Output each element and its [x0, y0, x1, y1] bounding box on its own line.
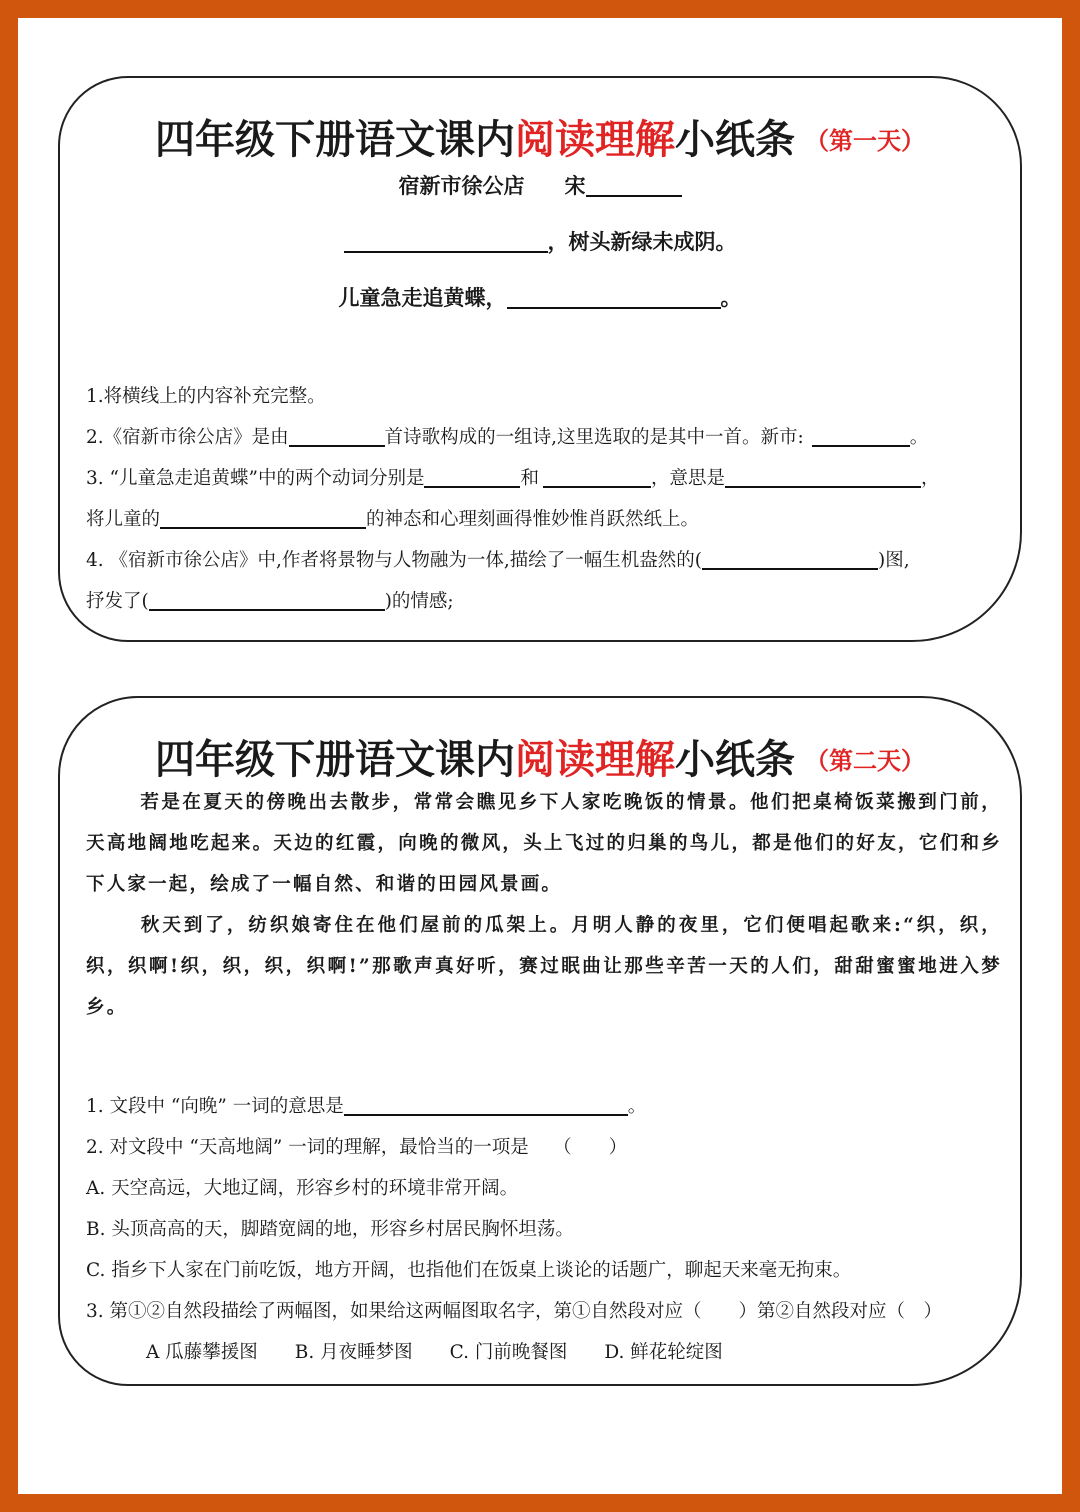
option-b-text: B. 头顶高高的天，脚踏宽阔的地，形容乡村居民胸怀坦荡。 [86, 1219, 574, 1240]
q4-blank-picture[interactable] [702, 548, 878, 570]
question-2-text-b: 首诗歌构成的一组诗,这里选取的是其中一首。新市: [384, 427, 804, 448]
question-1-text: 1.将横线上的内容补充完整。 [86, 386, 326, 407]
poem-line-1-text: ，树头新绿未成阴。 [547, 229, 737, 254]
poem-heading [60, 170, 1020, 200]
question-4-text-d: )的情感; [384, 591, 454, 612]
poem-line-2-end: 。 [720, 285, 742, 310]
poem-line-1 [60, 226, 1020, 256]
question-3-text-c: ，意思是 [650, 468, 725, 489]
worksheet-page [18, 18, 1062, 1494]
question-3 [86, 466, 1000, 492]
question-3-text-e: 将儿童的 [86, 509, 161, 530]
question-4-text-a: 4. 《宿新市徐公店》中,作者将景物与人物融为一体,描绘了一幅生机盎然的( [86, 550, 703, 571]
title-prefix: 四年级下册语文课内 [155, 116, 515, 163]
option-c[interactable] [86, 1258, 1000, 1284]
question-3-text-f: 的神态和心理刻画得惟妙惟肖跃然纸上。 [366, 509, 700, 530]
option-c-text: C. 指乡下人家在门前吃饭，地方开阔，也指他们在饭桌上谈论的话题广，聊起天来毫无拘束。 [86, 1260, 852, 1281]
question-3 [86, 1299, 1000, 1325]
question-1-text: 1. 文段中 “向晚” 一词的意思是 [86, 1096, 344, 1117]
reading-card-day-2 [58, 696, 1022, 1386]
question-3-text-b: 和 [520, 468, 539, 489]
question-4 [86, 548, 1000, 574]
title-suffix: 小纸条 [675, 116, 795, 163]
poem-author: 宋 [564, 173, 586, 198]
question-4-cont [86, 589, 1000, 615]
title-suffix: 小纸条 [675, 736, 795, 783]
passage-paragraph-2-text: 秋天到了，纺织娘寄住在他们屋前的瓜架上。月明人静的夜里，它们便唱起歌来:“织，织，织，织啊!织，织，织，织啊!”那歌声真好听，赛过眠曲让那些辛苦一天的人们，甜甜蜜蜜地进入梦乡。 [86, 915, 1002, 1018]
q3-blank-verb-1[interactable] [424, 466, 520, 488]
q3-blank-child[interactable] [160, 507, 366, 529]
q4-blank-feeling[interactable] [149, 589, 385, 611]
option-b[interactable] [86, 1217, 1000, 1243]
q3-blank-verb-2[interactable] [543, 466, 651, 488]
question-1 [86, 384, 1000, 410]
poem-blank-1[interactable] [344, 231, 548, 253]
reading-card-day-1 [58, 76, 1022, 642]
title-highlight: 阅读理解 [515, 116, 675, 163]
question-3-text: 3. 第①②自然段描绘了两幅图，如果给这两幅图取名字，第①自然段对应（ ）第②自然段对应（ ） [86, 1301, 943, 1322]
card-title [60, 728, 1020, 785]
passage-paragraph-1 [86, 782, 1002, 905]
q3-blank-meaning[interactable] [725, 466, 921, 488]
day-label: （第二天） [805, 746, 925, 775]
question-3-options [146, 1340, 1000, 1366]
question-2 [86, 425, 1000, 451]
q2-blank-meaning[interactable] [812, 425, 910, 447]
question-2-text: 2. 对文段中 “天高地阔” 一词的理解，最恰当的一项是 （ ） [86, 1137, 628, 1158]
title-prefix: 四年级下册语文课内 [155, 736, 515, 783]
question-1 [86, 1094, 1000, 1120]
poem-blank-2[interactable] [507, 287, 721, 309]
question-4-text-c: 抒发了( [86, 591, 149, 612]
question-2-end: 。 [909, 427, 929, 448]
question-3-cont [86, 507, 1000, 533]
passage-paragraph-1-text: 若是在夏天的傍晚出去散步，常常会瞧见乡下人家吃晚饭的情景。他们把桌椅饭菜搬到门前，天高地阔地吃起来。天边的红霞，向晚的微风，头上飞过的归巢的鸟儿，都是他们的好友，它们和乡下人家一起，绘成了一幅自然、和谐的田园风景画。 [86, 792, 1002, 895]
poem-line-2-text: 儿童急走追黄蝶， [338, 285, 507, 310]
question-2-text-a: 2.《宿新市徐公店》是由 [86, 427, 289, 448]
option-a-text: A. 天空高远，大地辽阔，形容乡村的环境非常开阔。 [86, 1178, 519, 1199]
title-highlight: 阅读理解 [515, 736, 675, 783]
option-a[interactable] [86, 1176, 1000, 1202]
question-4-text-b: )图, [878, 550, 910, 571]
poem-line-2 [60, 282, 1020, 312]
question-1-end: 。 [627, 1096, 647, 1117]
q2-blank-count[interactable] [289, 425, 385, 447]
question-3-options-text: A 瓜藤攀援图 B. 月夜睡梦图 C. 门前晚餐图 D. 鲜花轮绽图 [146, 1342, 723, 1363]
q1-blank-meaning[interactable] [344, 1094, 628, 1116]
question-2 [86, 1135, 1000, 1161]
day-label: （第一天） [805, 126, 925, 155]
poem-title: 宿新市徐公店 [398, 173, 525, 198]
author-blank[interactable] [586, 175, 682, 197]
question-3-text-d: ， [920, 468, 940, 489]
card-title [60, 108, 1020, 165]
question-3-text-a: 3. “儿童急走追黄蝶”中的两个动词分别是 [86, 468, 425, 489]
passage-paragraph-2 [86, 905, 1002, 1028]
